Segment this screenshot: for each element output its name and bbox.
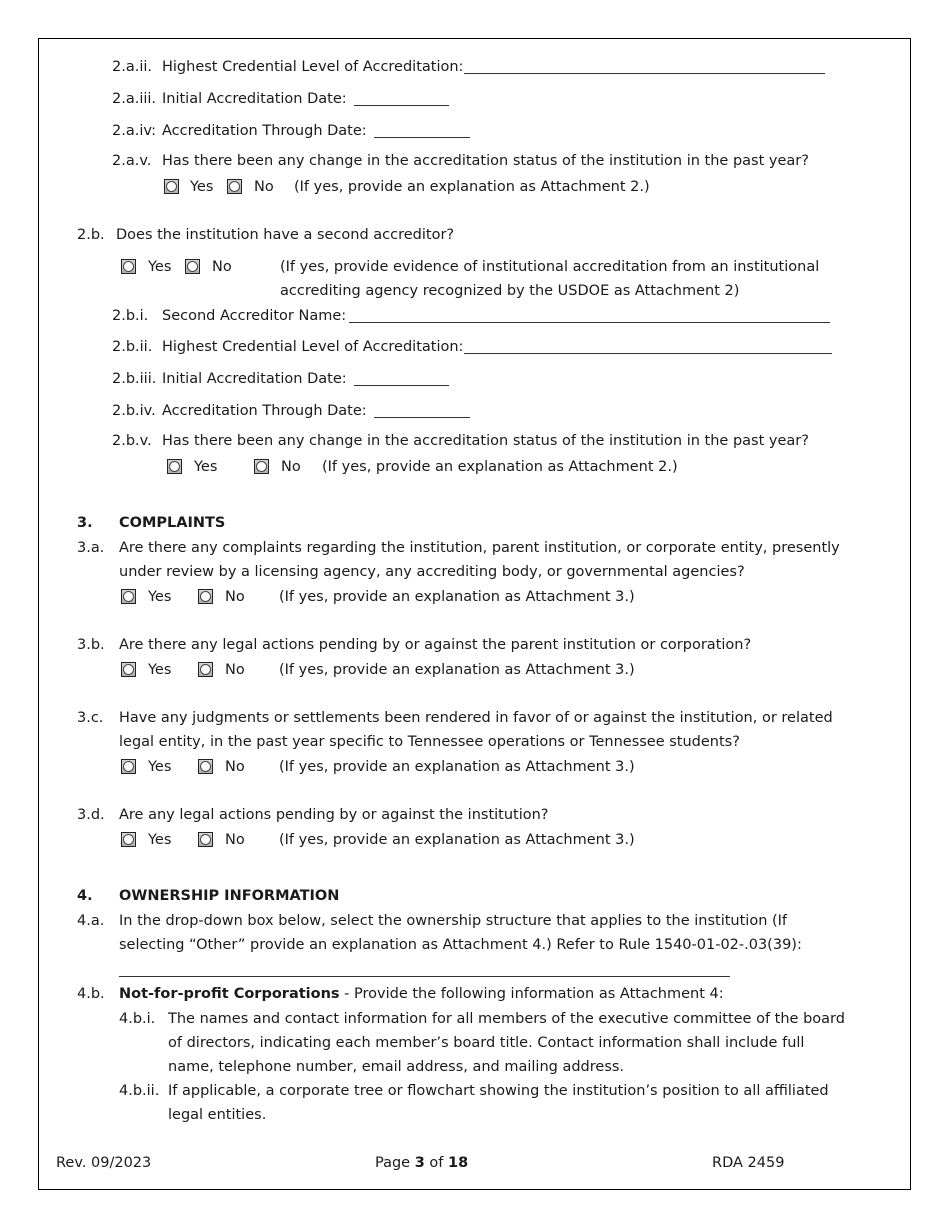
highest-credential-a-field[interactable] [464,59,825,74]
section-number: 3. [77,515,93,531]
question-text: Has there been any change in the accreditation status of the institution in the past year? [162,153,809,169]
no-radio[interactable] [198,759,213,774]
field-label-second-accreditor: Second Accreditor Name: [162,308,347,324]
question-text: Are there any complaints regarding the institution, parent institution, or corporate entity, presently [119,540,840,556]
subsection-instruction: - Provide the following information as Attachment 4: [339,986,724,1002]
field-label-through-date-a: Accreditation Through Date: [162,123,367,139]
no-radio[interactable] [198,662,213,677]
field-label-initial-date-b: Initial Accreditation Date: [162,371,347,387]
initial-date-b-field[interactable] [354,371,449,386]
item-number: 2.b.ii. [112,339,153,355]
item-number: 2.a.ii. [112,59,152,75]
item-number: 4.b.i. [119,1011,156,1027]
field-label-highest-credential-a: Highest Credential Level of Accreditation: [162,59,464,75]
section-title-ownership: OWNERSHIP INFORMATION [119,888,340,904]
no-radio[interactable] [198,589,213,604]
question-text-cont: legal entity, in the past year specific to Tennessee operations or Tennessee students? [119,734,740,750]
no-radio[interactable] [254,459,269,474]
no-label: No [225,589,245,605]
no-label: No [225,832,245,848]
yes-radio[interactable] [121,259,136,274]
subsection-heading [119,984,724,1004]
no-label: No [212,259,232,275]
attachment-note: (If yes, provide an explanation as Attachment 2.) [322,459,678,475]
item-number: 2.b.v. [112,433,152,449]
question-text: In the drop-down box below, select the ownership structure that applies to the institution (If [119,913,788,929]
question-text: Are any legal actions pending by or against the institution? [119,807,549,823]
question-text-cont: under review by a licensing agency, any accrediting body, or governmental agencies? [119,564,745,580]
yes-label: Yes [148,589,172,605]
requirement-text: The names and contact information for all members of the executive committee of the board of directors, indicating each member’s board title. Contact information shall include full name, telephone number, email address, and mailing address. [168,1011,845,1075]
yes-radio[interactable] [121,832,136,847]
item-number: 2.b. [77,227,105,243]
page-indicator [375,1153,468,1173]
item-number: 3.b. [77,637,105,653]
yes-label: Yes [148,759,172,775]
through-date-b-field[interactable] [374,403,470,418]
item-number: 2.b.i. [112,308,149,324]
attachment-note: (If yes, provide an explanation as Attachment 3.) [279,832,635,848]
item-number: 3.c. [77,710,104,726]
yes-label: Yes [190,179,214,195]
field-label-highest-credential-b: Highest Credential Level of Accreditation: [162,339,464,355]
second-accreditor-field[interactable] [349,308,830,323]
attachment-note: (If yes, provide an explanation as Attachment 3.) [279,662,635,678]
section-title-complaints: COMPLAINTS [119,515,226,531]
yes-radio[interactable] [167,459,182,474]
item-number: 2.b.iv. [112,403,156,419]
subsection-title: Not-for-profit Corporations [119,986,340,1002]
attachment-note: (If yes, provide an explanation as Attachment 2.) [294,179,650,195]
yes-radio[interactable] [164,179,179,194]
no-radio[interactable] [227,179,242,194]
requirement-text: If applicable, a corporate tree or flowchart showing the institution’s position to all affiliated legal entities. [168,1083,829,1123]
item-number: 2.a.iii. [112,91,157,107]
yes-label: Yes [148,259,172,275]
initial-date-a-field[interactable] [354,91,449,106]
no-label: No [281,459,301,475]
no-radio[interactable] [198,832,213,847]
attachment-note: (If yes, provide evidence of institutional accreditation from an institutional [280,259,820,275]
page-number: 3 [414,1155,425,1171]
field-label-through-date-b: Accreditation Through Date: [162,403,367,419]
yes-label: Yes [148,832,172,848]
yes-label: Yes [194,459,218,475]
page-prefix: Page [375,1155,415,1171]
page-mid: of [424,1155,449,1171]
yes-radio[interactable] [121,589,136,604]
question-text: Does the institution have a second accreditor? [116,227,455,243]
no-label: No [225,759,245,775]
page-total: 18 [448,1155,469,1171]
highest-credential-b-field[interactable] [464,339,832,354]
item-number: 4.b. [77,986,105,1002]
item-number: 3.d. [77,807,105,823]
revision-date: Rev. 09/2023 [56,1155,152,1171]
question-text-cont: selecting “Other” provide an explanation as Attachment 4.) Refer to Rule 1540-01-02-.03(39): [119,937,802,953]
item-number: 4.a. [77,913,105,929]
item-number: 2.a.iv: [112,123,157,139]
no-radio[interactable] [185,259,200,274]
no-label: No [225,662,245,678]
question-text: Has there been any change in the accreditation status of the institution in the past year? [162,433,809,449]
through-date-a-field[interactable] [374,123,470,138]
no-label: No [254,179,274,195]
form-id: RDA 2459 [712,1155,785,1171]
yes-label: Yes [148,662,172,678]
field-label-initial-date-a: Initial Accreditation Date: [162,91,347,107]
attachment-note-cont: accrediting agency recognized by the USDOE as Attachment 2) [280,283,740,299]
item-number: 3.a. [77,540,105,556]
yes-radio[interactable] [121,759,136,774]
attachment-note: (If yes, provide an explanation as Attachment 3.) [279,759,635,775]
item-number: 4.b.ii. [119,1083,160,1099]
ownership-structure-dropdown[interactable] [119,976,730,977]
section-number: 4. [77,888,93,904]
item-number: 2.b.iii. [112,371,157,387]
item-number: 2.a.v. [112,153,152,169]
yes-radio[interactable] [121,662,136,677]
question-text: Have any judgments or settlements been rendered in favor of or against the institution, or related [119,710,833,726]
question-text: Are there any legal actions pending by or against the parent institution or corporation? [119,637,752,653]
attachment-note: (If yes, provide an explanation as Attachment 3.) [279,589,635,605]
